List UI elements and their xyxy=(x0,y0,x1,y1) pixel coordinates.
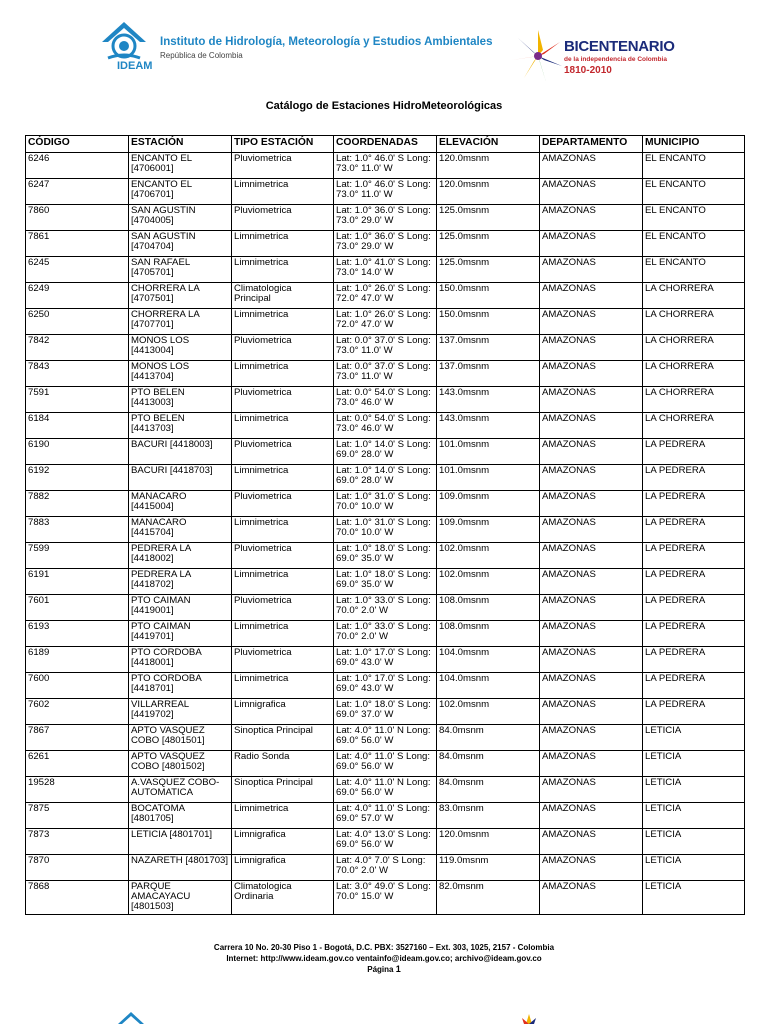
cell-elevacion: 109.0msnm xyxy=(437,491,540,517)
cell-municipio: LETICIA xyxy=(643,881,745,915)
cell-coordenadas: Lat: 1.0° 14.0' S Long: 69.0° 28.0' W xyxy=(334,465,437,491)
cell-elevacion: 104.0msnm xyxy=(437,673,540,699)
cell-codigo: 7870 xyxy=(26,855,129,881)
table-row xyxy=(26,673,745,699)
ideam-logo-text: IDEAM xyxy=(117,60,153,72)
cell-estacion: PTO BELEN [4413003] xyxy=(129,387,232,413)
cell-tipo-estacion: Limnimetrica xyxy=(232,465,334,491)
cell-estacion: PEDRERA LA [4418002] xyxy=(129,543,232,569)
cell-coordenadas: Lat: 1.0° 36.0' S Long: 73.0° 29.0' W xyxy=(334,205,437,231)
cell-tipo-estacion: Limnigrafica xyxy=(232,699,334,725)
cell-coordenadas: Lat: 0.0° 54.0' S Long: 73.0° 46.0' W xyxy=(334,413,437,439)
cell-municipio: LA PEDRERA xyxy=(643,465,745,491)
cell-elevacion: 125.0msnm xyxy=(437,205,540,231)
cell-coordenadas: Lat: 1.0° 18.0' S Long: 69.0° 35.0' W xyxy=(334,543,437,569)
column-header-coordenadas: COORDENADAS xyxy=(334,136,437,153)
cell-elevacion: 125.0msnm xyxy=(437,257,540,283)
cell-estacion: ENCANTO EL [4706001] xyxy=(129,153,232,179)
cell-estacion: PTO BELEN [4413703] xyxy=(129,413,232,439)
cell-departamento: AMAZONAS xyxy=(540,153,643,179)
footer-page-number: 1 xyxy=(395,964,401,974)
cell-estacion: BACURI [4418703] xyxy=(129,465,232,491)
cell-elevacion: 83.0msnm xyxy=(437,803,540,829)
stations-table xyxy=(25,135,745,915)
cell-estacion: PTO CORDOBA [4418001] xyxy=(129,647,232,673)
cell-coordenadas: Lat: 1.0° 46.0' S Long: 73.0° 11.0' W xyxy=(334,179,437,205)
cell-tipo-estacion: Radio Sonda xyxy=(232,751,334,777)
cell-tipo-estacion: Pluviometrica xyxy=(232,543,334,569)
column-header-codigo: CÓDIGO xyxy=(26,136,129,153)
cell-codigo: 7873 xyxy=(26,829,129,855)
table-body xyxy=(26,153,745,915)
cell-coordenadas: Lat: 0.0° 54.0' S Long: 73.0° 46.0' W xyxy=(334,387,437,413)
table-row xyxy=(26,725,745,751)
table-row xyxy=(26,855,745,881)
bicentenario-title: BICENTENARIO xyxy=(564,38,675,55)
cell-codigo: 6193 xyxy=(26,621,129,647)
cell-departamento: AMAZONAS xyxy=(540,569,643,595)
cell-elevacion: 102.0msnm xyxy=(437,543,540,569)
cell-municipio: LA CHORRERA xyxy=(643,361,745,387)
cell-coordenadas: Lat: 4.0° 7.0' S Long: 70.0° 2.0' W xyxy=(334,855,437,881)
cell-municipio: EL ENCANTO xyxy=(643,153,745,179)
cell-tipo-estacion: Climatologica Ordinaria xyxy=(232,881,334,915)
cell-municipio: LETICIA xyxy=(643,725,745,751)
column-header-departamento: DEPARTAMENTO xyxy=(540,136,643,153)
cell-codigo: 6190 xyxy=(26,439,129,465)
cell-estacion: MONOS LOS [4413704] xyxy=(129,361,232,387)
cell-departamento: AMAZONAS xyxy=(540,855,643,881)
cell-coordenadas: Lat: 1.0° 33.0' S Long: 70.0° 2.0' W xyxy=(334,595,437,621)
table-row xyxy=(26,569,745,595)
cell-municipio: EL ENCANTO xyxy=(643,257,745,283)
cell-departamento: AMAZONAS xyxy=(540,465,643,491)
column-header-municipio: MUNICIPIO xyxy=(643,136,745,153)
cell-tipo-estacion: Pluviometrica xyxy=(232,439,334,465)
cell-elevacion: 120.0msnm xyxy=(437,179,540,205)
column-header-elevacion: ELEVACIÓN xyxy=(437,136,540,153)
table-row xyxy=(26,153,745,179)
cell-estacion: APTO VASQUEZ COBO [4801501] xyxy=(129,725,232,751)
cell-coordenadas: Lat: 1.0° 31.0' S Long: 70.0° 10.0' W xyxy=(334,491,437,517)
table-row xyxy=(26,751,745,777)
cell-departamento: AMAZONAS xyxy=(540,881,643,915)
cell-municipio: EL ENCANTO xyxy=(643,231,745,257)
cell-estacion: MANACARO [4415004] xyxy=(129,491,232,517)
table-row xyxy=(26,205,745,231)
cell-coordenadas: Lat: 1.0° 17.0' S Long: 69.0° 43.0' W xyxy=(334,673,437,699)
cell-tipo-estacion: Limnimetrica xyxy=(232,231,334,257)
cell-departamento: AMAZONAS xyxy=(540,283,643,309)
table-row xyxy=(26,595,745,621)
table-row xyxy=(26,361,745,387)
cell-tipo-estacion: Pluviometrica xyxy=(232,335,334,361)
table-row xyxy=(26,517,745,543)
table-row xyxy=(26,777,745,803)
cell-departamento: AMAZONAS xyxy=(540,725,643,751)
cell-coordenadas: Lat: 4.0° 13.0' S Long: 69.0° 56.0' W xyxy=(334,829,437,855)
cell-departamento: AMAZONAS xyxy=(540,751,643,777)
cell-elevacion: 150.0msnm xyxy=(437,309,540,335)
cell-estacion: A.VASQUEZ COBO-AUTOMATICA xyxy=(129,777,232,803)
cell-municipio: LA PEDRERA xyxy=(643,647,745,673)
cell-coordenadas: Lat: 1.0° 31.0' S Long: 70.0° 10.0' W xyxy=(334,517,437,543)
cell-coordenadas: Lat: 1.0° 33.0' S Long: 70.0° 2.0' W xyxy=(334,621,437,647)
cell-codigo: 6246 xyxy=(26,153,129,179)
cell-municipio: LA PEDRERA xyxy=(643,569,745,595)
table-header-row xyxy=(26,136,745,153)
cell-tipo-estacion: Limnimetrica xyxy=(232,309,334,335)
cell-municipio: LETICIA xyxy=(643,829,745,855)
table-row xyxy=(26,257,745,283)
cell-departamento: AMAZONAS xyxy=(540,621,643,647)
cell-municipio: LA PEDRERA xyxy=(643,491,745,517)
cell-departamento: AMAZONAS xyxy=(540,647,643,673)
cell-elevacion: 102.0msnm xyxy=(437,569,540,595)
cell-municipio: LA CHORRERA xyxy=(643,335,745,361)
column-header-tipo-estacion: TIPO ESTACIÓN xyxy=(232,136,334,153)
cell-tipo-estacion: Limnimetrica xyxy=(232,517,334,543)
cell-elevacion: 101.0msnm xyxy=(437,439,540,465)
cell-estacion: BOCATOMA [4801705] xyxy=(129,803,232,829)
cell-estacion: PTO CAIMAN [4419001] xyxy=(129,595,232,621)
cell-coordenadas: Lat: 1.0° 17.0' S Long: 69.0° 43.0' W xyxy=(334,647,437,673)
cell-elevacion: 109.0msnm xyxy=(437,517,540,543)
table-row xyxy=(26,803,745,829)
cell-codigo: 6247 xyxy=(26,179,129,205)
cell-departamento: AMAZONAS xyxy=(540,517,643,543)
table-row xyxy=(26,283,745,309)
cell-municipio: LA CHORRERA xyxy=(643,387,745,413)
next-page-ideam-logo-icon xyxy=(116,1010,146,1024)
bicentenario-years: 1810-2010 xyxy=(564,65,612,76)
cell-departamento: AMAZONAS xyxy=(540,829,643,855)
page-footer xyxy=(0,943,768,976)
table-row xyxy=(26,309,745,335)
cell-codigo: 7868 xyxy=(26,881,129,915)
page-header xyxy=(0,0,768,90)
cell-departamento: AMAZONAS xyxy=(540,257,643,283)
cell-municipio: LA CHORRERA xyxy=(643,413,745,439)
cell-municipio: LA PEDRERA xyxy=(643,699,745,725)
cell-elevacion: 82.0msnm xyxy=(437,881,540,915)
cell-elevacion: 84.0msnm xyxy=(437,751,540,777)
cell-departamento: AMAZONAS xyxy=(540,309,643,335)
cell-tipo-estacion: Limnigrafica xyxy=(232,829,334,855)
cell-elevacion: 104.0msnm xyxy=(437,647,540,673)
cell-departamento: AMAZONAS xyxy=(540,777,643,803)
cell-tipo-estacion: Sinoptica Principal xyxy=(232,725,334,751)
table-row xyxy=(26,621,745,647)
cell-municipio: LA PEDRERA xyxy=(643,595,745,621)
cell-coordenadas: Lat: 1.0° 41.0' S Long: 73.0° 14.0' W xyxy=(334,257,437,283)
cell-tipo-estacion: Limnimetrica xyxy=(232,361,334,387)
cell-tipo-estacion: Pluviometrica xyxy=(232,647,334,673)
bicentenario-star-icon xyxy=(512,20,568,84)
cell-estacion: ENCANTO EL [4706701] xyxy=(129,179,232,205)
cell-codigo: 7602 xyxy=(26,699,129,725)
cell-codigo: 6245 xyxy=(26,257,129,283)
cell-estacion: PARQUE AMACAYACU [4801503] xyxy=(129,881,232,915)
cell-estacion: VILLARREAL [4419702] xyxy=(129,699,232,725)
cell-tipo-estacion: Sinoptica Principal xyxy=(232,777,334,803)
cell-municipio: LETICIA xyxy=(643,751,745,777)
cell-coordenadas: Lat: 0.0° 37.0' S Long: 73.0° 11.0' W xyxy=(334,361,437,387)
cell-codigo: 6184 xyxy=(26,413,129,439)
cell-estacion: LETICIA [4801701] xyxy=(129,829,232,855)
cell-coordenadas: Lat: 4.0° 11.0' S Long: 69.0° 57.0' W xyxy=(334,803,437,829)
cell-estacion: CHORRERA LA [4707701] xyxy=(129,309,232,335)
next-page-bicentenario-star-icon xyxy=(514,1012,544,1024)
cell-municipio: LETICIA xyxy=(643,803,745,829)
cell-codigo: 7867 xyxy=(26,725,129,751)
cell-coordenadas: Lat: 1.0° 18.0' S Long: 69.0° 37.0' W xyxy=(334,699,437,725)
cell-estacion: SAN AGUSTIN [4704704] xyxy=(129,231,232,257)
cell-estacion: MANACARO [4415704] xyxy=(129,517,232,543)
cell-tipo-estacion: Limnimetrica xyxy=(232,673,334,699)
cell-coordenadas: Lat: 1.0° 46.0' S Long: 73.0° 11.0' W xyxy=(334,153,437,179)
cell-elevacion: 108.0msnm xyxy=(437,621,540,647)
cell-estacion: PTO CORDOBA [4418701] xyxy=(129,673,232,699)
cell-codigo: 6191 xyxy=(26,569,129,595)
cell-coordenadas: Lat: 4.0° 11.0' N Long: 69.0° 56.0' W xyxy=(334,777,437,803)
cell-departamento: AMAZONAS xyxy=(540,335,643,361)
cell-codigo: 6261 xyxy=(26,751,129,777)
cell-codigo: 7600 xyxy=(26,673,129,699)
cell-departamento: AMAZONAS xyxy=(540,361,643,387)
cell-codigo: 6250 xyxy=(26,309,129,335)
footer-address: Carrera 10 No. 20-30 Piso 1 - Bogotá, D.C. PBX: 3527160 – Ext. 303, 1025, 2157 - Colombia xyxy=(213,943,555,952)
cell-tipo-estacion: Climatologica Principal xyxy=(232,283,334,309)
table-row xyxy=(26,491,745,517)
cell-departamento: AMAZONAS xyxy=(540,179,643,205)
cell-coordenadas: Lat: 1.0° 36.0' S Long: 73.0° 29.0' W xyxy=(334,231,437,257)
cell-tipo-estacion: Limnimetrica xyxy=(232,413,334,439)
cell-municipio: LA PEDRERA xyxy=(643,673,745,699)
cell-estacion: PTO CAIMAN [4419701] xyxy=(129,621,232,647)
cell-coordenadas: Lat: 0.0° 37.0' S Long: 73.0° 11.0' W xyxy=(334,335,437,361)
cell-elevacion: 125.0msnm xyxy=(437,231,540,257)
cell-estacion: SAN RAFAEL [4705701] xyxy=(129,257,232,283)
footer-contact: Internet: http://www.ideam.gov.co ventainfo@ideam.gov.co; archivo@ideam.gov.co xyxy=(226,953,542,963)
cell-municipio: LA PEDRERA xyxy=(643,517,745,543)
cell-municipio: LA PEDRERA xyxy=(643,439,745,465)
cell-elevacion: 143.0msnm xyxy=(437,413,540,439)
cell-codigo: 19528 xyxy=(26,777,129,803)
cell-elevacion: 108.0msnm xyxy=(437,595,540,621)
cell-codigo: 7883 xyxy=(26,517,129,543)
cell-departamento: AMAZONAS xyxy=(540,595,643,621)
cell-departamento: AMAZONAS xyxy=(540,413,643,439)
institute-name: Instituto de Hidrología, Meteorología y Estudios Ambientales xyxy=(160,36,493,48)
cell-municipio: EL ENCANTO xyxy=(643,179,745,205)
footer-page xyxy=(0,964,768,976)
cell-coordenadas: Lat: 1.0° 26.0' S Long: 72.0° 47.0' W xyxy=(334,283,437,309)
table-row xyxy=(26,543,745,569)
cell-municipio: LETICIA xyxy=(643,777,745,803)
cell-tipo-estacion: Limnimetrica xyxy=(232,257,334,283)
cell-departamento: AMAZONAS xyxy=(540,803,643,829)
cell-estacion: NAZARETH [4801703] xyxy=(129,855,232,881)
cell-codigo: 7861 xyxy=(26,231,129,257)
cell-departamento: AMAZONAS xyxy=(540,491,643,517)
footer-page-label: Página xyxy=(367,965,394,974)
cell-estacion: MONOS LOS [4413004] xyxy=(129,335,232,361)
cell-tipo-estacion: Limnimetrica xyxy=(232,803,334,829)
cell-codigo: 7860 xyxy=(26,205,129,231)
cell-municipio: LA CHORRERA xyxy=(643,283,745,309)
cell-tipo-estacion: Pluviometrica xyxy=(232,491,334,517)
cell-elevacion: 101.0msnm xyxy=(437,465,540,491)
table-row xyxy=(26,231,745,257)
cell-codigo: 6189 xyxy=(26,647,129,673)
cell-codigo: 6249 xyxy=(26,283,129,309)
cell-codigo: 7599 xyxy=(26,543,129,569)
cell-departamento: AMAZONAS xyxy=(540,543,643,569)
table-row xyxy=(26,413,745,439)
cell-tipo-estacion: Limnimetrica xyxy=(232,621,334,647)
cell-estacion: BACURI [4418003] xyxy=(129,439,232,465)
cell-elevacion: 102.0msnm xyxy=(437,699,540,725)
cell-tipo-estacion: Pluviometrica xyxy=(232,387,334,413)
cell-codigo: 7882 xyxy=(26,491,129,517)
cell-elevacion: 84.0msnm xyxy=(437,725,540,751)
cell-codigo: 7842 xyxy=(26,335,129,361)
cell-departamento: AMAZONAS xyxy=(540,699,643,725)
cell-tipo-estacion: Pluviometrica xyxy=(232,595,334,621)
cell-estacion: PEDRERA LA [4418702] xyxy=(129,569,232,595)
cell-departamento: AMAZONAS xyxy=(540,673,643,699)
table-row xyxy=(26,829,745,855)
table-row xyxy=(26,439,745,465)
cell-coordenadas: Lat: 1.0° 14.0' S Long: 69.0° 28.0' W xyxy=(334,439,437,465)
cell-departamento: AMAZONAS xyxy=(540,439,643,465)
document-title: Catálogo de Estaciones HidroMeteorológicas xyxy=(265,100,503,112)
cell-municipio: LA CHORRERA xyxy=(643,309,745,335)
cell-codigo: 7601 xyxy=(26,595,129,621)
column-header-estacion: ESTACIÓN xyxy=(129,136,232,153)
cell-coordenadas: Lat: 4.0° 11.0' S Long: 69.0° 56.0' W xyxy=(334,751,437,777)
cell-elevacion: 137.0msnm xyxy=(437,335,540,361)
table-row xyxy=(26,335,745,361)
cell-elevacion: 84.0msnm xyxy=(437,777,540,803)
cell-elevacion: 137.0msnm xyxy=(437,361,540,387)
table-row xyxy=(26,465,745,491)
cell-estacion: APTO VASQUEZ COBO [4801502] xyxy=(129,751,232,777)
cell-elevacion: 143.0msnm xyxy=(437,387,540,413)
cell-municipio: LA PEDRERA xyxy=(643,621,745,647)
table-row xyxy=(26,179,745,205)
cell-tipo-estacion: Limnigrafica xyxy=(232,855,334,881)
cell-tipo-estacion: Limnimetrica xyxy=(232,179,334,205)
cell-municipio: EL ENCANTO xyxy=(643,205,745,231)
cell-elevacion: 120.0msnm xyxy=(437,829,540,855)
cell-departamento: AMAZONAS xyxy=(540,205,643,231)
table-row xyxy=(26,699,745,725)
cell-departamento: AMAZONAS xyxy=(540,231,643,257)
cell-codigo: 7875 xyxy=(26,803,129,829)
cell-codigo: 6192 xyxy=(26,465,129,491)
cell-tipo-estacion: Pluviometrica xyxy=(232,153,334,179)
cell-tipo-estacion: Limnimetrica xyxy=(232,569,334,595)
cell-coordenadas: Lat: 4.0° 11.0' N Long: 69.0° 56.0' W xyxy=(334,725,437,751)
institute-subtitle: República de Colombia xyxy=(160,51,243,60)
table-row xyxy=(26,387,745,413)
cell-elevacion: 150.0msnm xyxy=(437,283,540,309)
cell-tipo-estacion: Pluviometrica xyxy=(232,205,334,231)
bicentenario-subtitle: de la independencia de Colombia xyxy=(564,56,667,63)
cell-estacion: SAN AGUSTIN [4704005] xyxy=(129,205,232,231)
cell-coordenadas: Lat: 1.0° 18.0' S Long: 69.0° 35.0' W xyxy=(334,569,437,595)
table-row xyxy=(26,881,745,915)
cell-coordenadas: Lat: 1.0° 26.0' S Long: 72.0° 47.0' W xyxy=(334,309,437,335)
cell-estacion: CHORRERA LA [4707501] xyxy=(129,283,232,309)
cell-departamento: AMAZONAS xyxy=(540,387,643,413)
cell-elevacion: 119.0msnm xyxy=(437,855,540,881)
table-row xyxy=(26,647,745,673)
cell-municipio: LETICIA xyxy=(643,855,745,881)
cell-codigo: 7591 xyxy=(26,387,129,413)
cell-municipio: LA PEDRERA xyxy=(643,543,745,569)
cell-coordenadas: Lat: 3.0° 49.0' S Long: 70.0° 15.0' W xyxy=(334,881,437,915)
cell-codigo: 7843 xyxy=(26,361,129,387)
cell-elevacion: 120.0msnm xyxy=(437,153,540,179)
